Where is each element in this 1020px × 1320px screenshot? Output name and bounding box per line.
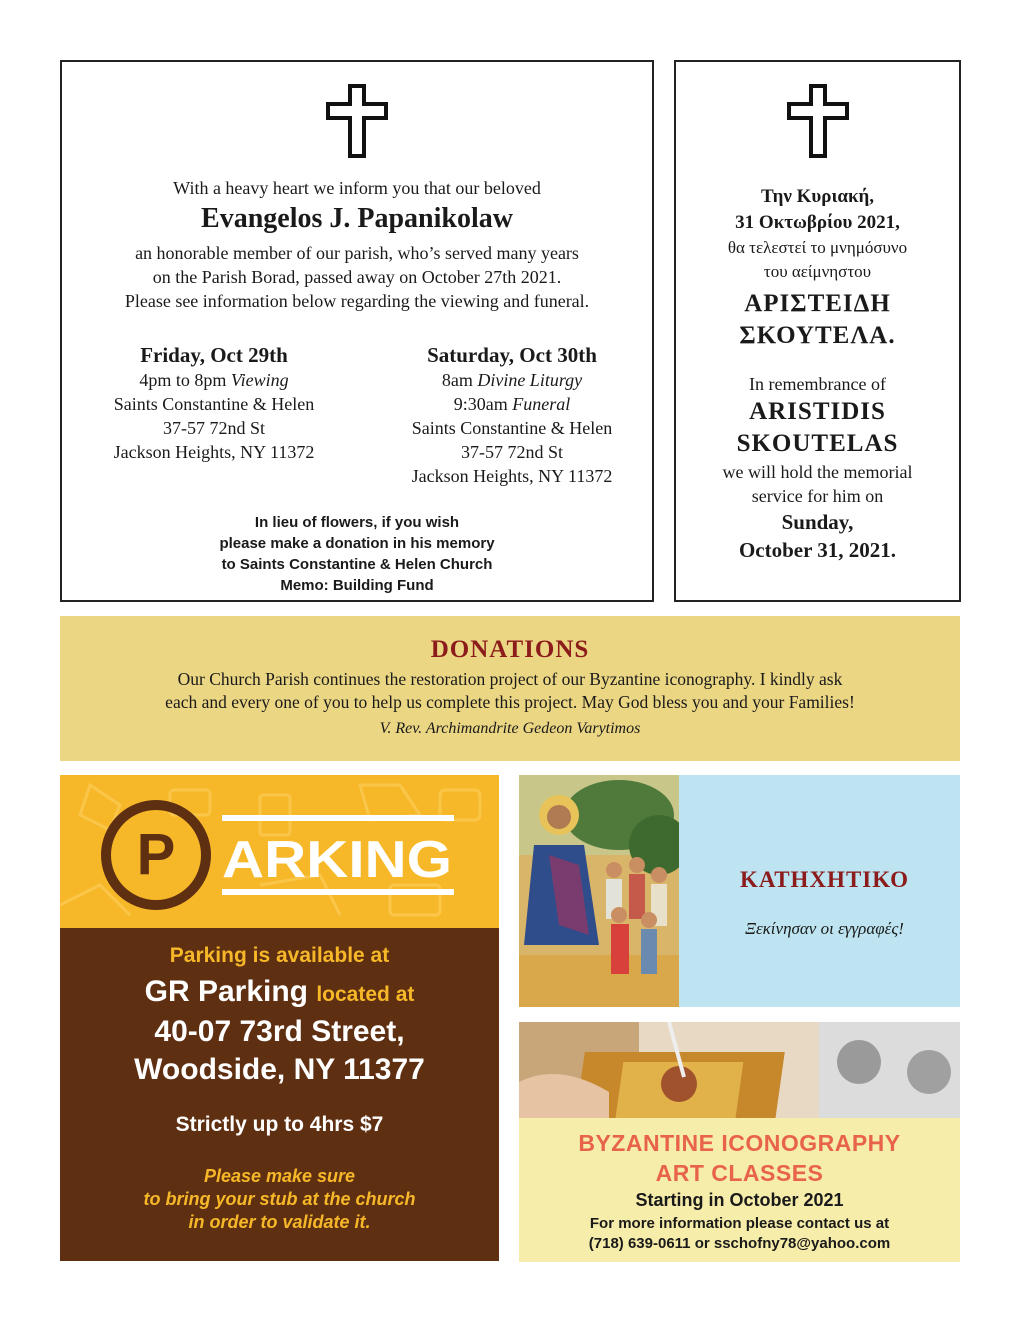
iconography-title-line: ART CLASSES [655, 1160, 824, 1186]
parking-note-line: Please make sure [203, 1166, 356, 1186]
english-last-name: SKOUTELAS [736, 430, 899, 457]
english-line: service for him on [751, 486, 884, 506]
greek-text [676, 236, 959, 284]
greek-date [676, 184, 959, 236]
event: Divine Liturgy [477, 370, 583, 390]
liturgy-time [382, 368, 642, 392]
memorial-card [674, 60, 961, 602]
event: Funeral [512, 394, 571, 414]
obituary-description [62, 241, 652, 313]
greek-line: του αείμνηστου [763, 262, 872, 281]
english-intro: In remembrance of [749, 374, 886, 394]
english-line: we will hold the memorial [722, 462, 913, 482]
donations-line: Our Church Parish continues the restoration project of our Byzantine iconography. I kindly ask [177, 669, 843, 689]
greek-day: Την Κυριακή, [760, 186, 875, 207]
donation-note-line: to Saints Constantine & Helen Church [221, 556, 493, 573]
english-date [676, 508, 959, 564]
parking-logo-text: ARKING [222, 831, 452, 889]
funeral-time [382, 392, 642, 416]
place: Saints Constantine & Helen [113, 394, 315, 414]
donation-note-line: In lieu of flowers, if you wish [254, 514, 460, 531]
greek-first-name: ΑΡΙΣΤΕΙΔΗ [744, 290, 891, 317]
viewing-time [84, 368, 344, 392]
time: 4pm to 8pm [139, 370, 231, 390]
english-name [676, 396, 959, 460]
english-text [676, 460, 959, 508]
obituary-card [60, 60, 654, 602]
greek-date-line: 31 Οκτωβρίου 2021, [735, 212, 900, 233]
donations-banner [60, 616, 960, 761]
parking-lot-name: GR Parking [144, 975, 308, 1008]
donations-title: DONATIONS [430, 636, 590, 663]
event: Viewing [230, 370, 289, 390]
time: 8am [441, 370, 478, 390]
iconography-title [519, 1128, 960, 1188]
greek-name [676, 288, 959, 352]
city: Jackson Heights, NY 11372 [113, 442, 315, 462]
friday-schedule [84, 342, 344, 464]
donations-body [60, 668, 960, 714]
iconography-contact [519, 1214, 960, 1254]
greek-last-name: ΣΚΟΥΤΕΛΑ. [739, 322, 896, 349]
parking-note-line: to bring your stub at the church [143, 1189, 416, 1209]
parking-header [60, 775, 499, 928]
parking-city: Woodside, NY 11377 [134, 1053, 425, 1086]
day-title: Saturday, Oct 30th [427, 343, 597, 367]
donation-note [62, 512, 652, 596]
street: 37-57 72nd St [162, 418, 265, 438]
christ-with-children-icon-image [519, 775, 679, 1007]
city: Jackson Heights, NY 11372 [411, 466, 613, 486]
donation-note-line: please make a donation in his memory [219, 535, 495, 552]
iconography-start: Starting in October 2021 [635, 1190, 844, 1210]
parking-street: 40-07 73rd Street, [154, 1015, 405, 1048]
parking-note [60, 1165, 499, 1234]
time: 9:30am [453, 394, 513, 414]
donations-line: each and every one of you to help us complete this project. May God bless you and your Families! [165, 692, 855, 712]
parking-logo [60, 775, 499, 928]
saturday-schedule [382, 342, 642, 488]
parking-note-line: in order to validate it. [188, 1212, 371, 1232]
parking-available: Parking is available at [169, 944, 390, 967]
day-title: Friday, Oct 29th [140, 343, 288, 367]
iconography-title-line: BYZANTINE ICONOGRAPHY [578, 1130, 901, 1156]
obituary-desc-line: an honorable member of our parish, who’s served many years [135, 243, 579, 263]
english-first-name: ARISTIDIS [749, 398, 886, 425]
cross-icon [326, 84, 388, 158]
parking-price: Strictly up to 4hrs $7 [175, 1113, 384, 1136]
place: Saints Constantine & Helen [411, 418, 613, 438]
donation-note-line: Memo: Building Fund [280, 577, 434, 594]
english-day: Sunday, [781, 510, 854, 534]
greek-line: θα τελεστεί το μνημόσυνο [727, 238, 908, 257]
street: 37-57 72nd St [460, 442, 563, 462]
parking-logo-letter: P [136, 822, 176, 887]
contact-details: (718) 639-0611 or sschofny78@yahoo.com [588, 1235, 891, 1252]
english-date-line: October 31, 2021. [738, 538, 897, 562]
obituary-desc-line: Please see information below regarding the viewing and funeral. [124, 291, 590, 311]
catechism-title: ΚΑΤΗΧΗΤΙΚΟ [739, 867, 910, 892]
parking-info [60, 928, 499, 1261]
obituary-intro: With a heavy heart we inform you that our beloved [173, 178, 541, 198]
icon-painting-photo [519, 1022, 960, 1118]
contact-line: For more information please contact us at [589, 1215, 890, 1232]
catechism-card [519, 775, 960, 1007]
catechism-subtitle: Ξεκίνησαν οι εγγραφές! [745, 919, 904, 938]
donations-signature: V. Rev. Archimandrite Gedeon Varytimos [379, 720, 641, 737]
obituary-desc-line: on the Parish Borad, passed away on October 27th 2021. [152, 267, 562, 287]
parking-lot [60, 974, 499, 1013]
cross-icon [787, 84, 849, 158]
iconography-card [519, 1022, 960, 1262]
parking-located: located at [316, 983, 415, 1006]
deceased-name: Evangelos J. Papanikolaw [201, 203, 513, 234]
